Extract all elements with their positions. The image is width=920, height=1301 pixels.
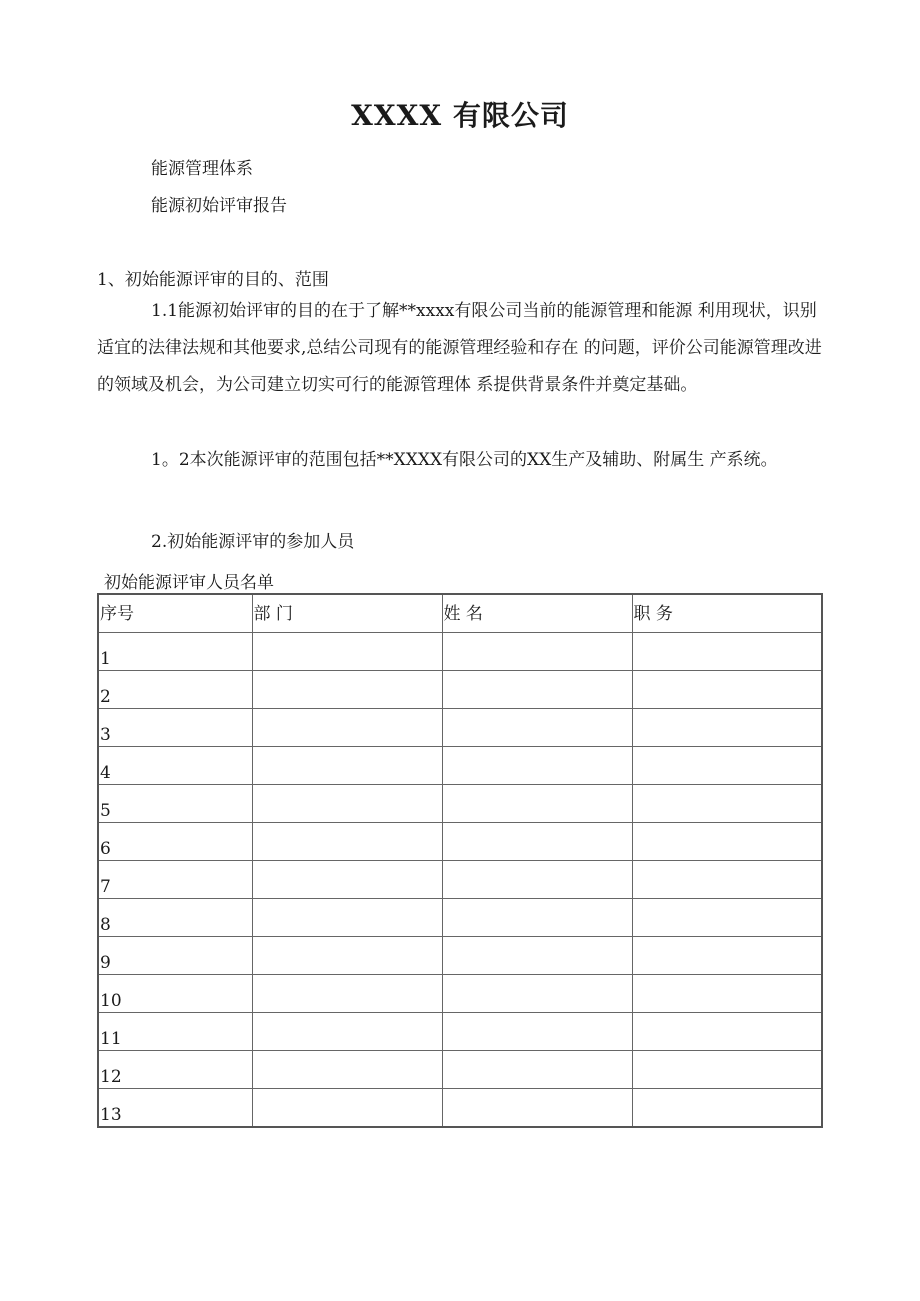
department-cell[interactable] (252, 709, 442, 747)
department-cell[interactable] (252, 1051, 442, 1089)
row-index: 4 (98, 747, 252, 785)
header-index: 序号 (98, 594, 252, 633)
department-cell[interactable] (252, 747, 442, 785)
table-row (98, 671, 822, 709)
table-row (98, 1089, 822, 1128)
position-cell[interactable] (632, 671, 822, 709)
table-caption: 初始能源评审人员名单 (104, 573, 274, 593)
row-index: 9 (98, 937, 252, 975)
table-row (98, 899, 822, 937)
department-cell[interactable] (252, 1089, 442, 1128)
department-cell[interactable] (252, 937, 442, 975)
row-index: 8 (98, 899, 252, 937)
table-row (98, 785, 822, 823)
row-index: 3 (98, 709, 252, 747)
row-index: 11 (98, 1013, 252, 1051)
row-index: 10 (98, 975, 252, 1013)
table-row (98, 747, 822, 785)
subtitle-report: 能源初始评审报告 (151, 196, 287, 216)
paragraph-1-2: 1。2本次能源评审的范围包括**XXXX有限公司的XX生产及辅助、附属生 产系统。 (151, 450, 778, 470)
name-cell[interactable] (442, 785, 632, 823)
document-title: XXXX 有限公司 (351, 99, 569, 132)
position-cell[interactable] (632, 899, 822, 937)
department-cell[interactable] (252, 785, 442, 823)
department-cell[interactable] (252, 861, 442, 899)
name-cell[interactable] (442, 1013, 632, 1051)
header-name: 姓 名 (442, 594, 632, 633)
name-cell[interactable] (442, 1051, 632, 1089)
row-index: 6 (98, 823, 252, 861)
position-cell[interactable] (632, 975, 822, 1013)
name-cell[interactable] (442, 709, 632, 747)
name-cell[interactable] (442, 823, 632, 861)
table-row (98, 709, 822, 747)
position-cell[interactable] (632, 823, 822, 861)
position-cell[interactable] (632, 1051, 822, 1089)
position-cell[interactable] (632, 747, 822, 785)
department-cell[interactable] (252, 823, 442, 861)
row-index: 5 (98, 785, 252, 823)
paragraph-1-1: 1.1能源初始评审的目的在于了解**xxxx有限公司当前的能源管理和能源 利用现状，识别适宜的法律法规和其他要求,总结公司现有的能源管理经验和存在 的问题，评价公司能源管理改进的领域及机会，为公司建立切实可行的能源管理体 系提供背景条件并奠定基础。 (97, 301, 822, 395)
section-2-heading: 2.初始能源评审的参加人员 (151, 532, 355, 552)
position-cell[interactable] (632, 937, 822, 975)
table-row (98, 823, 822, 861)
header-department: 部 门 (252, 594, 442, 633)
name-cell[interactable] (442, 937, 632, 975)
position-cell[interactable] (632, 1013, 822, 1051)
name-cell[interactable] (442, 633, 632, 671)
position-cell[interactable] (632, 861, 822, 899)
section-1-heading: 1、初始能源评审的目的、范围 (97, 270, 329, 290)
row-index: 2 (98, 671, 252, 709)
row-index: 7 (98, 861, 252, 899)
subtitle-system: 能源管理体系 (151, 159, 253, 179)
name-cell[interactable] (442, 861, 632, 899)
participants-table (97, 593, 823, 1128)
position-cell[interactable] (632, 785, 822, 823)
name-cell[interactable] (442, 899, 632, 937)
table-header-row (98, 594, 822, 633)
name-cell[interactable] (442, 671, 632, 709)
table-row (98, 633, 822, 671)
position-cell[interactable] (632, 633, 822, 671)
header-position: 职 务 (632, 594, 822, 633)
department-cell[interactable] (252, 899, 442, 937)
row-index: 1 (98, 633, 252, 671)
name-cell[interactable] (442, 747, 632, 785)
table-row (98, 861, 822, 899)
name-cell[interactable] (442, 975, 632, 1013)
table-row (98, 1013, 822, 1051)
department-cell[interactable] (252, 975, 442, 1013)
name-cell[interactable] (442, 1089, 632, 1128)
table-row (98, 1051, 822, 1089)
department-cell[interactable] (252, 633, 442, 671)
position-cell[interactable] (632, 1089, 822, 1128)
table-row (98, 975, 822, 1013)
department-cell[interactable] (252, 1013, 442, 1051)
department-cell[interactable] (252, 671, 442, 709)
row-index: 12 (98, 1051, 252, 1089)
row-index: 13 (98, 1089, 252, 1128)
table-row (98, 937, 822, 975)
position-cell[interactable] (632, 709, 822, 747)
